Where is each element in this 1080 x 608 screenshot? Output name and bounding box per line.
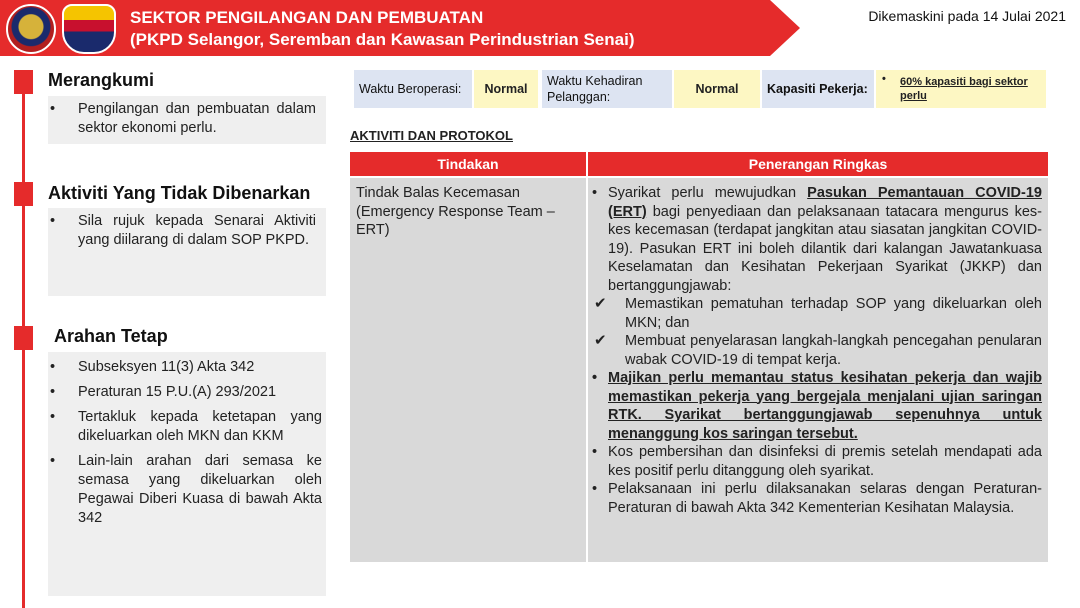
standing-item: • Peraturan 15 P.U.(A) 293/2021 (62, 383, 322, 402)
page-title (130, 7, 634, 51)
activities-title: AKTIVITI DAN PROTOKOL (350, 128, 513, 143)
updated-date: Dikemaskini pada 14 Julai 2021 (868, 8, 1066, 24)
standing-box (48, 352, 326, 596)
title-line-2: (PKPD Selangor, Seremban dan Kawasan Perindustrian Senai) (130, 30, 635, 49)
check-icon: ✔ (594, 295, 607, 312)
capacity-bullet: • (882, 73, 886, 85)
attendance-label: Waktu Kehadiran Pelanggan: (542, 70, 672, 108)
desc-p1-b: Pasukan Pemantauan COVID-19 (ERT) (608, 185, 1042, 220)
prohibited-box (48, 208, 326, 296)
section-marker (14, 70, 33, 94)
description-cell (588, 178, 1048, 562)
desc-p1-c: bagi penyediaan dan pelaksanaan tatacara mengurus kes-kes kecemasan (terdapat jangkitan atau siasatan jangkitan COVID-19). Pasukan ERT ini boleh dilantik dari kalangan Jawatankuasa Keselamatan dan Kesihatan Pekerjaan Syarikat (JKKP) dan bertanggungjawab: (608, 203, 1042, 294)
action-cell (350, 178, 586, 562)
tick-text: Memastikan pematuhan terhadap SOP yang dikeluarkan oleh MKN; dan (625, 296, 1042, 331)
standing-item: • Tertakluk kepada ketetapan yang dikeluarkan oleh MKN dan KKM (62, 408, 322, 446)
summary-box (48, 96, 326, 144)
tick-text: Membuat penyelarasan langkah-langkah pencegahan penularan wabak COVID-19 di tempat kerja. (625, 333, 1042, 368)
standing-item: • Subseksyen 11(3) Akta 342 (62, 358, 322, 377)
action-text: Tindak Balas Kecemasan (Emergency Response Team – ERT) (356, 185, 555, 238)
tick-item (594, 295, 1042, 332)
attendance-value: Normal (674, 70, 760, 108)
title-line-1: SEKTOR PENGILANGAN DAN PEMBUATAN (130, 8, 484, 27)
section-marker (14, 182, 33, 206)
header-banner (0, 0, 800, 56)
standing-title: Arahan Tetap (54, 326, 168, 346)
prohibited-item: • Sila rujuk kepada Senarai Aktiviti yang diilarang di dalam SOP PKPD. (62, 212, 316, 250)
column-header-description: Penerangan Ringkas (588, 152, 1048, 176)
hours-label: Waktu Beroperasi: (354, 70, 472, 108)
desc-p1-a: Syarikat perlu mewujudkan (608, 185, 808, 201)
summary-item: • Pengilangan dan pembuatan dalam sektor ekonomi perlu. (62, 100, 316, 138)
standing-item: • Lain-lain arahan dari semasa ke semasa yang dikeluarkan oleh Pegawai Diberi Kuasa di bawah Akta 342 (62, 452, 322, 528)
summary-title: Merangkumi (48, 70, 155, 90)
description-item (594, 184, 1042, 369)
check-icon: ✔ (594, 332, 607, 349)
capacity-label: Kapasiti Pekerja: (762, 70, 874, 108)
column-header-action: Tindakan (350, 152, 586, 176)
capacity-value (876, 70, 1046, 108)
prohibited-title: Aktiviti Yang Tidak Dibenarkan (48, 183, 311, 203)
section-marker (14, 326, 33, 350)
capacity-value-text: 60% kapasiti bagi sektor perlu (900, 76, 1028, 102)
description-item: • Majikan perlu memantau status kesihatan pekerja dan wajib memastikan pekerja yang bergejala menjalani ujian saringan RTK. Syarikat bertanggungjawab sepenuhnya untuk menanggung kos saringan tersebut. (608, 369, 1042, 443)
description-item: • Pelaksanaan ini perlu dilaksanakan selaras dengan Peraturan-Peraturan di bawah Akta 342 Kementerian Kesihatan Malaysia. (608, 480, 1042, 517)
hours-value: Normal (474, 70, 538, 108)
tick-item (594, 332, 1042, 369)
description-item: • Kos pembersihan dan disinfeksi di premis setelah mendapati ada kes positif perlu ditanggung oleh syarikat. (608, 443, 1042, 480)
police-emblem-logo (6, 4, 56, 54)
state-crest-logo (62, 4, 116, 54)
